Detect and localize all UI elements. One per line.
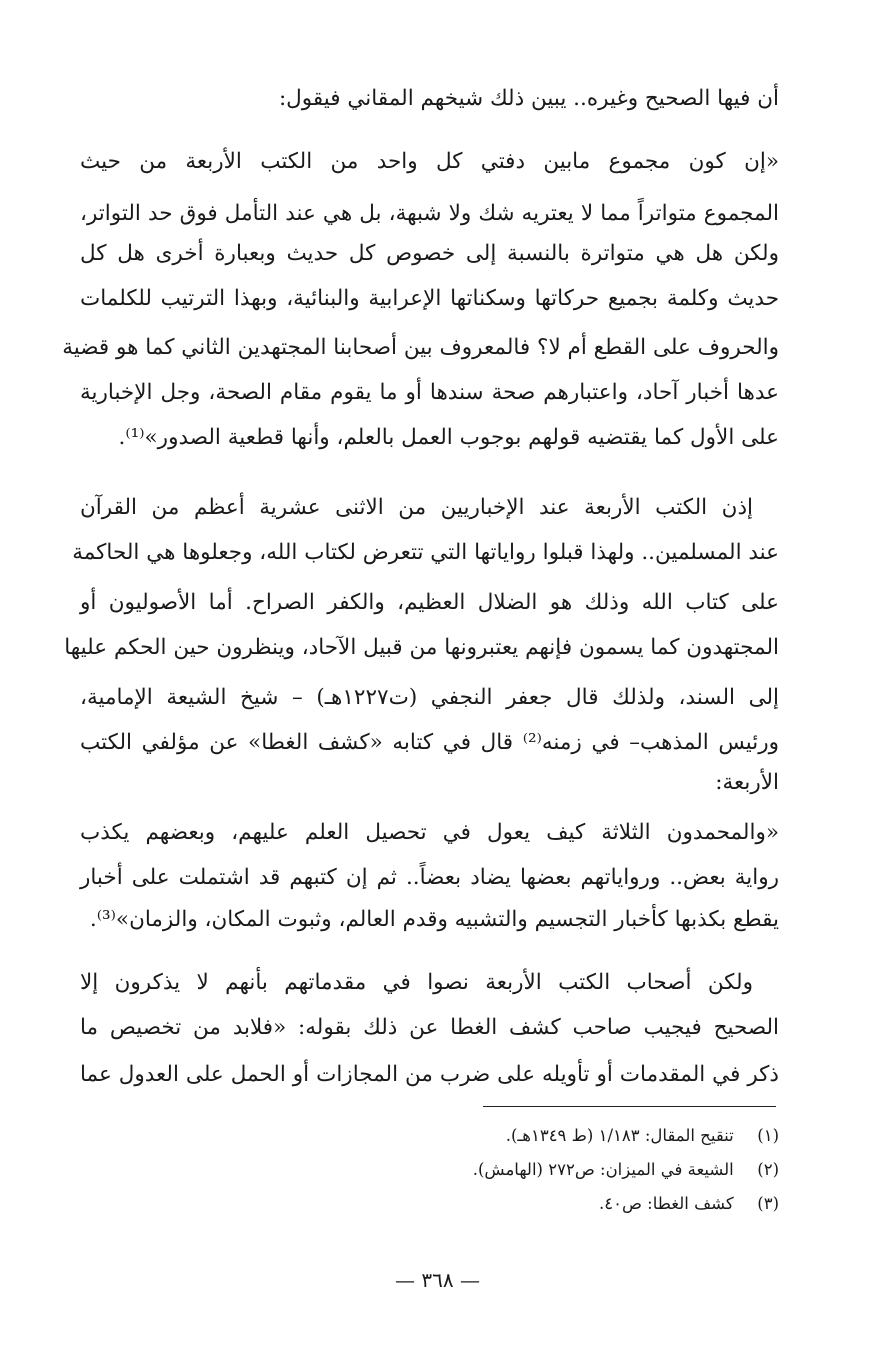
page-number: — ٣٦٨ — [395, 1268, 480, 1292]
body-line-19: ولكن أصحاب الكتب الأربعة نصوا في مقدماتهم بأنهم لا يذكرون إلا [80, 970, 753, 995]
body-line-4: ولكن هل هي متواترة بالنسبة إلى خصوص كل حديث وبعبارة أخرى هل كل [80, 241, 779, 266]
body-line-8: على الأول كما يقتضيه قولهم بوجوب العمل بالعلم، وأنها قطعية الصدور»⁽¹⁾. [118, 425, 779, 450]
body-line-17: رواية بعض.. ورواياتهم بعضها يضاد بعضاً.. ثم إن كتبهم قد اشتملت على أخبار [80, 865, 779, 890]
footnote-text: الشيعة في الميزان: ص٢٧٢ (الهامش). [472, 1160, 734, 1179]
footnote-number: (٣) [757, 1194, 779, 1213]
body-line-16: «والمحمدون الثلاثة كيف يعول في تحصيل العلم عليهم، وبعضهم يكذب [80, 820, 779, 845]
footnote-text: كشف الغطا: ص٤٠. [598, 1194, 734, 1213]
footnote-3 [599, 1192, 779, 1216]
body-line-9: إذن الكتب الأربعة عند الإخباريين من الاثنى عشرية أعظم من القرآن [80, 495, 753, 520]
body-line-6: والحروف على القطع أم لا؟ فالمعروف بين أصحابنا المجتهدين الثاني كما هو قضية [62, 335, 779, 360]
footnote-number: (١) [757, 1126, 779, 1145]
body-line-12: المجتهدون كما يسمون فإنهم يعتبرونها من قبيل الآحاد، وينظرون حين الحكم عليها [64, 635, 779, 660]
body-line-5: حديث وكلمة بجميع حركاتها وسكناتها الإعرابية والبنائية، وبهذا الترتيب للكلمات [80, 286, 779, 311]
body-line-13: إلى السند، ولذلك قال جعفر النجفي (ت١٢٢٧هـ) – شيخ الشيعة الإمامية، [80, 685, 780, 710]
footnote-1 [506, 1124, 779, 1148]
body-line-11: على كتاب الله وذلك هو الضلال العظيم، والكفر الصراح. أما الأصوليون أو [80, 590, 779, 615]
body-line-14: ورئيس المذهب– في زمنه⁽²⁾ قال في كتابه «كشف الغطا» عن مؤلفي الكتب [80, 730, 779, 755]
footnote-2 [473, 1158, 779, 1182]
body-line-21: ذكر في المقدمات أو تأويله على ضرب من المجازات أو الحمل على العدول عما [80, 1062, 779, 1087]
body-line-18: يقطع بكذبها كأخبار التجسيم والتشبيه وقدم العالم، وثبوت المكان، والزمان»⁽³⁾. [89, 907, 779, 932]
body-line-2: «إن كون مجموع مابين دفتي كل واحد من الكتب الأربعة من حيث [80, 149, 779, 174]
footnote-separator [483, 1106, 776, 1107]
body-line-3: المجموع متواتراً مما لا يعتريه شك ولا شبهة، بل هي عند التأمل فوق حد التواتر، [80, 201, 779, 226]
body-line-10: عند المسلمين.. ولهذا قبلوا رواياتها التي تتعرض لكتاب الله، وجعلوها هي الحاكمة [72, 540, 779, 565]
body-line-7: عدها أخبار آحاد، واعتبارهم صحة سندها أو ما يقوم مقام الصحة، وجل الإخبارية [80, 380, 779, 405]
body-line-1: أن فيها الصحيح وغيره.. يبين ذلك شيخهم المقاني فيقول: [278, 86, 779, 111]
body-line-15: الأربعة: [715, 770, 779, 795]
body-line-20: الصحيح فيجيب صاحب كشف الغطا عن ذلك بقوله: «فلابد من تخصيص ما [80, 1015, 779, 1040]
footnote-number: (٢) [757, 1160, 779, 1179]
footnote-text: تنقيح المقال: ١/١٨٣ (ط ١٣٤٩هـ). [505, 1126, 734, 1145]
